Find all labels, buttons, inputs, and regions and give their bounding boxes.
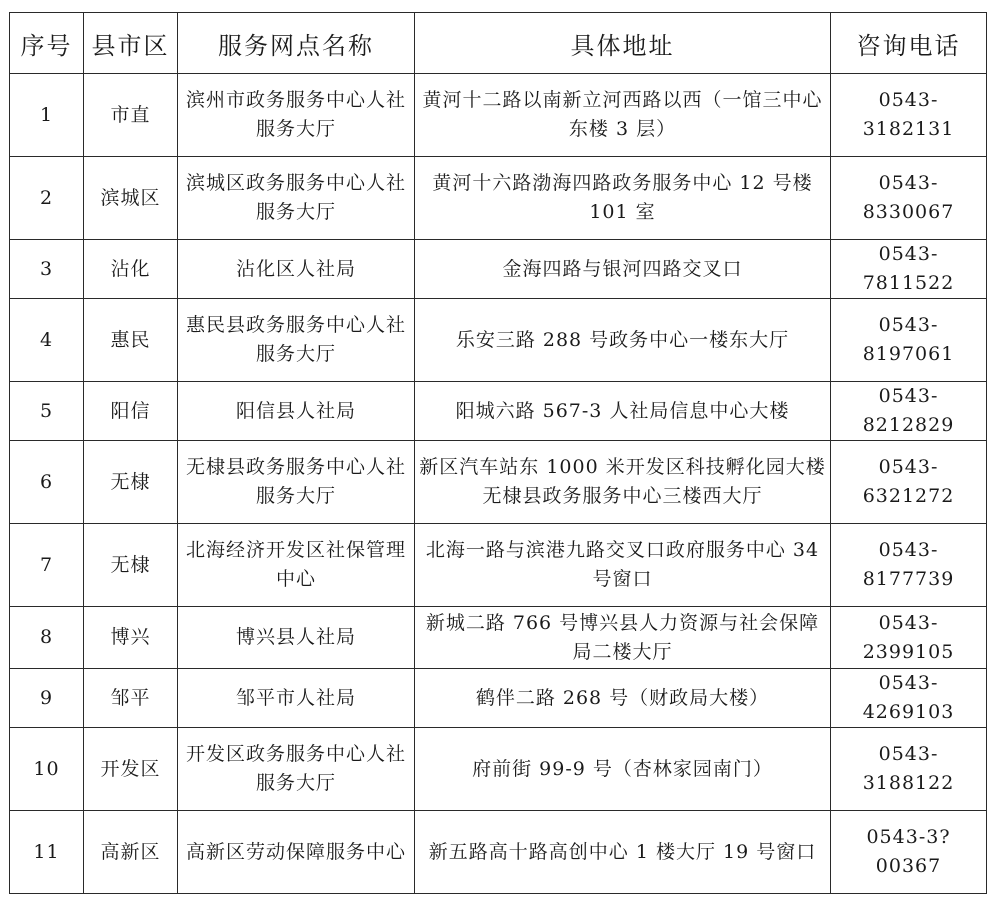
row-phone: 0543-8177739 (831, 524, 987, 607)
table-row (10, 728, 987, 811)
row-index: 6 (10, 441, 84, 524)
col-header-address: 具体地址 (415, 13, 831, 74)
row-phone: 0543-2399105 (831, 607, 987, 669)
col-header-phone: 咨询电话 (831, 13, 987, 74)
table-row (10, 382, 987, 441)
row-phone: 0543-8330067 (831, 157, 987, 240)
row-address: 新区汽车站东 1000 米开发区科技孵化园大楼无棣县政务服务中心三楼西大厅 (415, 441, 831, 524)
row-district: 开发区 (84, 728, 178, 811)
table-row (10, 157, 987, 240)
row-district: 无棣 (84, 524, 178, 607)
row-index: 2 (10, 157, 84, 240)
row-service-name: 北海经济开发区社保管理中心 (178, 524, 415, 607)
row-index: 10 (10, 728, 84, 811)
row-phone: 0543-4269103 (831, 669, 987, 728)
row-service-name: 邹平市人社局 (178, 669, 415, 728)
table-row (10, 441, 987, 524)
row-service-name: 阳信县人社局 (178, 382, 415, 441)
row-phone: 0543-8197061 (831, 299, 987, 382)
row-index: 4 (10, 299, 84, 382)
row-phone: 0543-8212829 (831, 382, 987, 441)
row-address: 金海四路与银河四路交叉口 (415, 240, 831, 299)
row-address: 北海一路与滨港九路交叉口政府服务中心 34 号窗口 (415, 524, 831, 607)
row-index: 3 (10, 240, 84, 299)
row-district: 邹平 (84, 669, 178, 728)
row-phone: 0543-3182131 (831, 74, 987, 157)
row-district: 惠民 (84, 299, 178, 382)
table-row (10, 299, 987, 382)
row-district: 滨城区 (84, 157, 178, 240)
row-district: 高新区 (84, 811, 178, 894)
row-service-name: 惠民县政务服务中心人社服务大厅 (178, 299, 415, 382)
col-header-district: 县市区 (84, 13, 178, 74)
row-service-name: 无棣县政务服务中心人社服务大厅 (178, 441, 415, 524)
row-phone: 0543-3?00367 (831, 811, 987, 894)
row-district: 市直 (84, 74, 178, 157)
col-header-index: 序号 (10, 13, 84, 74)
row-index: 7 (10, 524, 84, 607)
table-row (10, 669, 987, 728)
row-service-name: 开发区政务服务中心人社服务大厅 (178, 728, 415, 811)
table-row (10, 607, 987, 669)
row-phone: 0543-7811522 (831, 240, 987, 299)
row-index: 8 (10, 607, 84, 669)
row-phone: 0543-6321272 (831, 441, 987, 524)
table-row (10, 74, 987, 157)
row-address: 府前街 99-9 号（杏林家园南门） (415, 728, 831, 811)
row-address: 黄河十二路以南新立河西路以西（一馆三中心东楼 3 层） (415, 74, 831, 157)
table-row (10, 240, 987, 299)
table-row (10, 811, 987, 894)
row-address: 新五路高十路高创中心 1 楼大厅 19 号窗口 (415, 811, 831, 894)
row-district: 阳信 (84, 382, 178, 441)
header-row (10, 13, 987, 74)
row-service-name: 滨城区政务服务中心人社服务大厅 (178, 157, 415, 240)
row-phone: 0543-3188122 (831, 728, 987, 811)
row-address: 乐安三路 288 号政务中心一楼东大厅 (415, 299, 831, 382)
row-address: 鹤伴二路 268 号（财政局大楼） (415, 669, 831, 728)
row-index: 5 (10, 382, 84, 441)
row-service-name: 沾化区人社局 (178, 240, 415, 299)
row-index: 9 (10, 669, 84, 728)
row-index: 1 (10, 74, 84, 157)
row-district: 无棣 (84, 441, 178, 524)
table-row (10, 524, 987, 607)
row-address: 新城二路 766 号博兴县人力资源与社会保障局二楼大厅 (415, 607, 831, 669)
row-address: 黄河十六路渤海四路政务服务中心 12 号楼 101 室 (415, 157, 831, 240)
row-service-name: 高新区劳动保障服务中心 (178, 811, 415, 894)
row-district: 博兴 (84, 607, 178, 669)
col-header-name: 服务网点名称 (178, 13, 415, 74)
row-service-name: 滨州市政务服务中心人社服务大厅 (178, 74, 415, 157)
row-index: 11 (10, 811, 84, 894)
row-address: 阳城六路 567-3 人社局信息中心大楼 (415, 382, 831, 441)
service-points-table (9, 12, 987, 894)
row-district: 沾化 (84, 240, 178, 299)
row-service-name: 博兴县人社局 (178, 607, 415, 669)
